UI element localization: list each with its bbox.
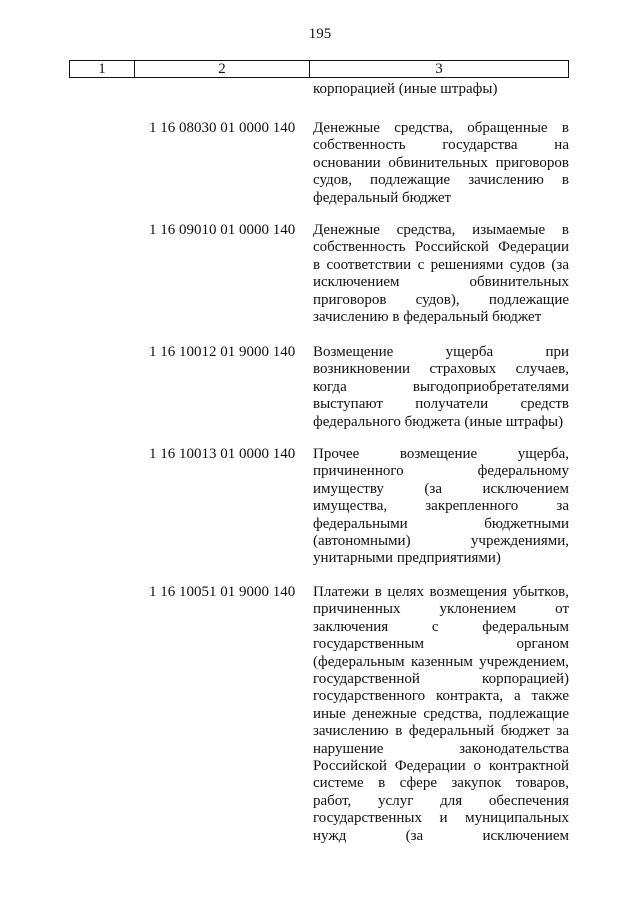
description-line: системе в сфере закупок товаров, xyxy=(313,775,569,792)
description-line: исключением обвинительных xyxy=(313,274,569,291)
description-line: приговоров судов), подлежащие xyxy=(313,291,569,308)
budget-code: 1 16 10012 01 9000 140 xyxy=(149,344,296,360)
description-line: нужд (за исключением xyxy=(313,827,569,844)
description-line: Денежные средства, изымаемые в xyxy=(313,222,569,238)
continuation-description xyxy=(313,81,569,98)
description-line: собственность Российской Федерации xyxy=(313,239,569,256)
description-line: в соответствии с решениями судов (за xyxy=(313,256,569,273)
page-number: 195 xyxy=(308,26,332,42)
description-line: имуществу (за исключением xyxy=(313,480,569,497)
description-line: нарушение законодательства xyxy=(313,740,569,757)
row-description xyxy=(313,584,569,845)
description-line: возникновении страховых случаев, xyxy=(313,361,569,378)
description-line: причиненного федеральному xyxy=(313,463,569,480)
description-line: выступают получатели средств xyxy=(313,396,569,413)
description-line: государственных и муниципальных xyxy=(313,810,569,827)
description-line: государственным органом xyxy=(313,636,569,653)
description-line: корпорацией (иные штрафы) xyxy=(313,81,498,97)
description-line: (федеральным казенным учреждением, xyxy=(313,653,569,670)
description-line: работ, услуг для обеспечения xyxy=(313,792,569,809)
column-number-3: 3 xyxy=(435,61,443,77)
row-description xyxy=(313,222,569,326)
description-line: имущества, закрепленного за xyxy=(313,498,569,515)
description-line: федеральными бюджетными xyxy=(313,515,569,532)
description-line: федеральный бюджет xyxy=(313,189,452,206)
description-line: основании обвинительных приговоров xyxy=(313,154,569,171)
description-line: унитарными предприятиями) xyxy=(313,550,501,567)
budget-code: 1 16 08030 01 0000 140 xyxy=(149,120,296,136)
description-line: Российской Федерации о контрактной xyxy=(313,758,569,775)
description-line: причиненных уклонением от xyxy=(313,601,569,618)
column-number-2: 2 xyxy=(135,61,310,77)
description-line: федерального бюджета (иные штрафы) xyxy=(313,413,564,430)
description-line: заключения с федеральным xyxy=(313,618,569,635)
description-line: Возмещение ущерба при xyxy=(313,344,569,360)
column-number-1: 1 xyxy=(70,61,135,77)
budget-code: 1 16 09010 01 0000 140 xyxy=(149,222,296,238)
budget-code: 1 16 10051 01 9000 140 xyxy=(149,584,296,600)
description-line: собственность государства на xyxy=(313,137,569,154)
description-line: Платежи в целях возмещения убытков, xyxy=(313,584,569,600)
description-line: государственного контракта, а также xyxy=(313,688,569,705)
description-line: зачислению в федеральный бюджет за xyxy=(313,723,569,740)
description-line: государственной корпорацией) xyxy=(313,671,569,688)
description-line: Денежные средства, обращенные в xyxy=(313,120,569,136)
table-header xyxy=(69,60,569,78)
description-line: зачислению в федеральный бюджет xyxy=(313,309,542,326)
description-line: судов, подлежащие зачислению в xyxy=(313,172,569,189)
description-line: Прочее возмещение ущерба, xyxy=(313,446,569,462)
budget-code: 1 16 10013 01 0000 140 xyxy=(149,446,296,462)
row-description xyxy=(313,446,569,568)
row-description xyxy=(313,344,569,431)
row-description xyxy=(313,120,569,207)
description-line: (автономными) учреждениями, xyxy=(313,533,569,550)
description-line: иные денежные средства, подлежащие xyxy=(313,705,569,722)
description-line: когда выгодоприобретателями xyxy=(313,378,569,395)
